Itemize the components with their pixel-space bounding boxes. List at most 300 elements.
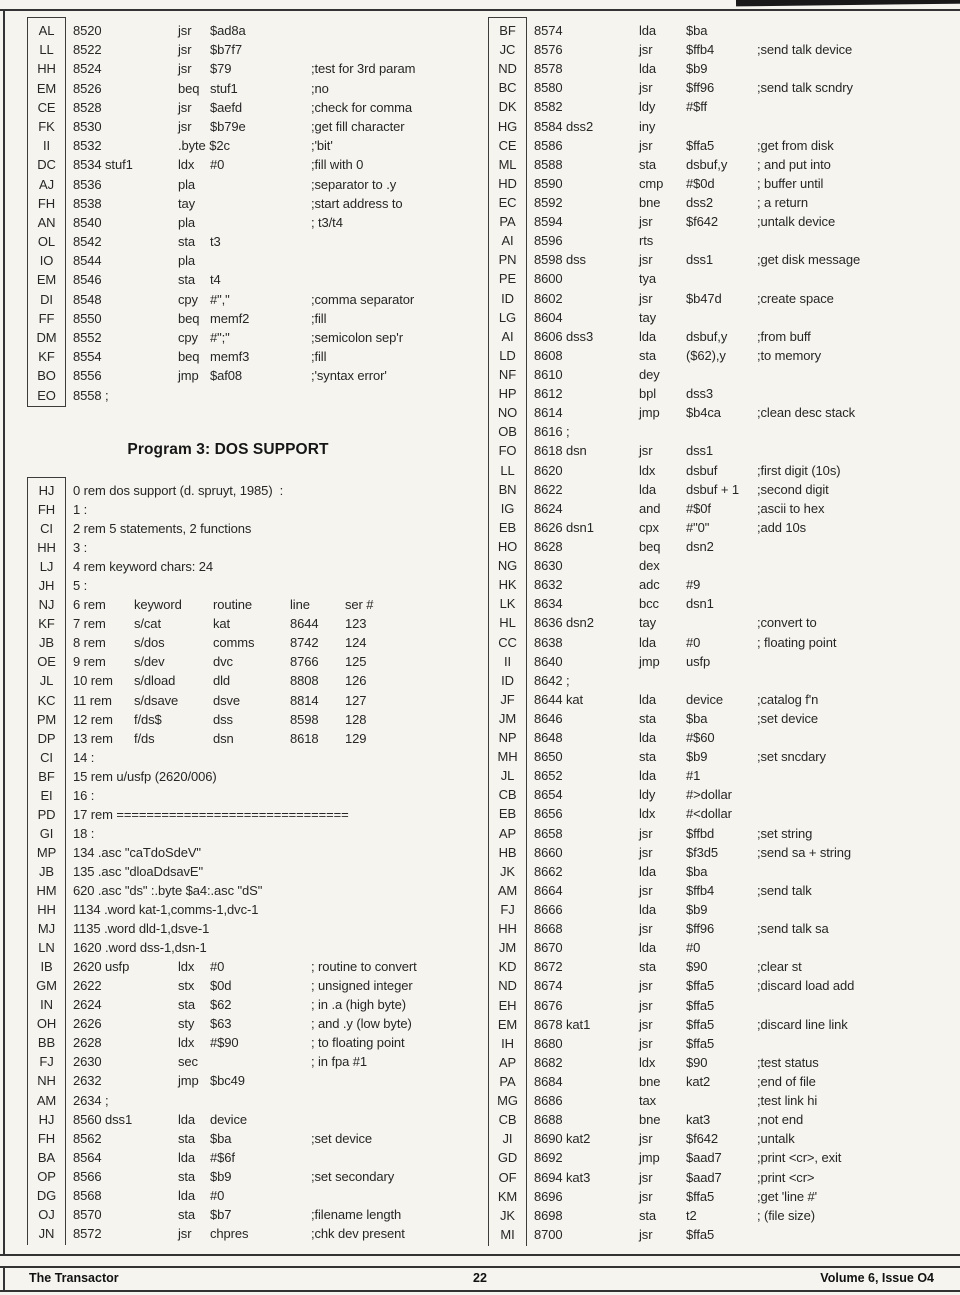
operand: #0 xyxy=(210,959,225,975)
checksum-code: EM xyxy=(497,1016,518,1032)
operand: #$60 xyxy=(686,730,715,746)
checksum-code: MJ xyxy=(37,921,56,937)
opcode: sta xyxy=(639,347,657,363)
opcode: jmp xyxy=(178,368,199,384)
code-row xyxy=(0,1110,456,1129)
rem-table-cell: f/ds xyxy=(134,730,155,746)
code-row xyxy=(460,862,960,881)
rem-table-cell: 123 xyxy=(345,616,367,632)
address-label: 8528 xyxy=(73,99,102,115)
operand: dsbuf,y xyxy=(686,156,728,172)
address-label: 8536 xyxy=(73,176,102,192)
operand: $f3d5 xyxy=(686,844,719,860)
code-row xyxy=(0,1033,456,1052)
opcode: sta xyxy=(178,997,196,1013)
checksum-code: GM xyxy=(36,978,57,994)
checksum-code: IG xyxy=(500,500,515,516)
address-label: 8650 xyxy=(534,749,563,765)
opcode: jsr xyxy=(639,997,653,1013)
address-label: 8686 xyxy=(534,1093,563,1109)
checksum-code: IO xyxy=(39,253,54,269)
operand: $b79e xyxy=(210,118,246,134)
address-label: 8602 xyxy=(534,290,563,306)
opcode: jmp xyxy=(178,1073,199,1089)
checksum-code: JB xyxy=(39,635,54,651)
checksum-code: LL xyxy=(39,42,54,58)
comment: ;untalk device xyxy=(757,214,836,230)
operand: $ffb4 xyxy=(686,42,715,58)
source-line: 2 rem 5 statements, 2 functions xyxy=(73,521,252,537)
operand: $b7 xyxy=(210,1206,232,1222)
comment: ;from buff xyxy=(757,328,811,344)
code-row xyxy=(0,900,456,919)
address-label: 8612 xyxy=(534,386,563,402)
operand: $f642 xyxy=(686,214,719,230)
checksum-code: EH xyxy=(498,997,517,1013)
code-row xyxy=(460,21,960,40)
operand: #9 xyxy=(686,577,701,593)
checksum-code: KF xyxy=(38,349,55,365)
code-row xyxy=(460,193,960,212)
address-label: 8554 xyxy=(73,349,102,365)
code-row xyxy=(0,1186,456,1205)
rem-table-cell: dvc xyxy=(213,654,233,670)
operand: $b9 xyxy=(210,1168,232,1184)
address-label: 8550 xyxy=(73,310,102,326)
code-row xyxy=(0,1014,456,1033)
checksum-code: OH xyxy=(36,1016,57,1032)
code-row xyxy=(0,1091,456,1110)
source-line: 134 .asc "caTdoSdeV" xyxy=(73,844,201,860)
code-row xyxy=(460,556,960,575)
code-row xyxy=(460,1148,960,1167)
comment: ;get disk message xyxy=(757,252,861,268)
code-row xyxy=(0,995,456,1014)
checksum-code: JM xyxy=(498,710,517,726)
operand: $aad7 xyxy=(686,1150,722,1166)
code-row xyxy=(0,729,456,748)
code-row xyxy=(0,824,456,843)
address-label: 8656 xyxy=(534,806,563,822)
opcode: sta xyxy=(639,1207,657,1223)
address-label: 8568 xyxy=(73,1187,102,1203)
checksum-code: ND xyxy=(498,61,517,77)
operand: $63 xyxy=(210,1016,232,1032)
opcode: lda xyxy=(639,768,657,784)
comment: ;fill xyxy=(311,310,327,326)
footer-band-bottom-rule xyxy=(0,1290,960,1292)
code-row xyxy=(0,519,456,538)
comment: ; and put into xyxy=(757,156,831,172)
code-row xyxy=(460,384,960,403)
rem-table-cell: 8766 xyxy=(290,654,319,670)
operand: $b9 xyxy=(686,902,708,918)
comment: ;set secondary xyxy=(311,1168,395,1184)
code-row xyxy=(460,594,960,613)
rem-table-cell: 13 rem xyxy=(73,730,113,746)
code-row xyxy=(460,709,960,728)
operand: t2 xyxy=(686,1207,697,1223)
checksum-code: HJ xyxy=(38,1111,55,1127)
address-label: 8588 xyxy=(534,156,563,172)
address-label: 8630 xyxy=(534,558,563,574)
source-line: 17 rem =============================== xyxy=(73,806,349,822)
address-label: 2624 xyxy=(73,997,102,1013)
code-row xyxy=(0,1167,456,1186)
code-row xyxy=(0,633,456,652)
comment: ; a return xyxy=(757,194,809,210)
checksum-code: KC xyxy=(37,692,56,708)
code-row xyxy=(460,117,960,136)
code-row xyxy=(460,575,960,594)
operand: $af08 xyxy=(210,368,243,384)
code-row xyxy=(460,881,960,900)
rem-table-cell: 129 xyxy=(345,730,367,746)
code-row xyxy=(0,232,456,251)
opcode: sta xyxy=(178,1206,196,1222)
checksum-code: BO xyxy=(37,368,56,384)
code-row xyxy=(0,1224,456,1243)
rem-table-cell: 126 xyxy=(345,673,367,689)
rem-table-cell: 6 rem xyxy=(73,597,106,613)
opcode: jmp xyxy=(639,653,660,669)
checksum-code: DM xyxy=(36,330,57,345)
address-label: 8562 xyxy=(73,1130,102,1146)
checksum-code: JM xyxy=(498,940,517,956)
operand: $ba xyxy=(686,710,708,726)
comment: ;discard line link xyxy=(757,1016,848,1032)
checksum-code: FJ xyxy=(500,902,515,918)
checksum-code: IN xyxy=(40,997,53,1013)
code-row xyxy=(0,1205,456,1224)
checksum-code: KF xyxy=(38,616,55,632)
checksum-code: BN xyxy=(498,481,517,497)
comment: ;to memory xyxy=(757,347,822,363)
code-row xyxy=(0,710,456,729)
checksum-code: MP xyxy=(36,844,57,860)
address-label: 8638 xyxy=(534,634,563,650)
comment: ;convert to xyxy=(757,615,817,631)
opcode: jsr xyxy=(639,825,653,841)
address-label: 8670 xyxy=(534,940,563,956)
address-label: 8646 xyxy=(534,710,563,726)
checksum-code: LL xyxy=(500,462,515,478)
address-label: 8660 xyxy=(534,844,563,860)
rem-table-cell: dss xyxy=(213,711,233,727)
address-label: 8674 xyxy=(534,978,563,994)
code-row xyxy=(460,766,960,785)
operand: $ffa5 xyxy=(686,1016,715,1032)
opcode: lda xyxy=(178,1149,196,1165)
code-row xyxy=(460,136,960,155)
address-label: 8694 kat3 xyxy=(534,1169,591,1185)
code-row xyxy=(0,691,456,710)
code-row xyxy=(460,59,960,78)
operand: #0 xyxy=(210,157,225,173)
checksum-code: JK xyxy=(500,863,515,879)
operand: #"0" xyxy=(686,519,710,535)
checksum-code: HB xyxy=(498,844,517,860)
checksum-code: AJ xyxy=(39,176,54,192)
code-row xyxy=(460,652,960,671)
address-label: 8560 dss1 xyxy=(73,1111,133,1127)
code-row xyxy=(460,671,960,690)
opcode: dey xyxy=(639,366,660,382)
checksum-code: GI xyxy=(39,825,54,841)
checksum-code: CB xyxy=(498,1112,517,1128)
operand: $ffa5 xyxy=(686,1035,715,1051)
checksum-code: LJ xyxy=(39,559,54,575)
code-row xyxy=(0,1052,456,1071)
checksum-code: JK xyxy=(500,1207,515,1223)
code-row xyxy=(460,843,960,862)
code-row xyxy=(460,1129,960,1148)
opcode: ldx xyxy=(178,1035,195,1051)
checksum-code: DK xyxy=(498,99,517,115)
source-line: 1134 .word kat-1,comms-1,dvc-1 xyxy=(73,902,259,918)
source-line: 1620 .word dss-1,dsn-1 xyxy=(73,940,207,956)
rem-table-cell: s/dload xyxy=(134,673,176,689)
scan-edge-artifact xyxy=(736,0,960,6)
address-label: 8604 xyxy=(534,309,563,325)
code-row xyxy=(0,117,456,136)
rem-table-cell: 8 rem xyxy=(73,635,106,651)
code-row xyxy=(460,1187,960,1206)
code-row xyxy=(0,481,456,500)
address-label: 2628 xyxy=(73,1035,102,1051)
checksum-code: HJ xyxy=(38,483,55,498)
address-label: 8572 xyxy=(73,1225,102,1241)
checksum-code: DP xyxy=(37,730,56,746)
checksum-code: OF xyxy=(498,1169,517,1185)
operand: #$ff xyxy=(686,99,708,115)
code-row xyxy=(0,1071,456,1090)
checksum-code: PA xyxy=(499,214,516,230)
rem-table-cell: keyword xyxy=(134,597,182,613)
address-label: 8620 xyxy=(534,462,563,478)
code-row xyxy=(460,480,960,499)
address-label: 8540 xyxy=(73,214,102,230)
code-row xyxy=(0,557,456,576)
opcode: lda xyxy=(639,61,657,77)
comment: ;not end xyxy=(757,1112,804,1128)
opcode: bne xyxy=(639,1074,661,1090)
checksum-code: FH xyxy=(37,502,56,518)
operand: chpres xyxy=(210,1225,249,1241)
checksum-code: OB xyxy=(498,424,517,440)
rem-table-cell: 9 rem xyxy=(73,654,106,670)
checksum-code: AI xyxy=(501,233,514,249)
address-label: 2632 xyxy=(73,1073,102,1089)
checksum-code: HG xyxy=(497,118,518,134)
address-label: 8636 dsn2 xyxy=(534,615,594,631)
operand: #>dollar xyxy=(686,787,732,803)
checksum-code: HK xyxy=(498,577,517,593)
code-row xyxy=(460,97,960,116)
checksum-code: FK xyxy=(38,118,55,134)
checksum-code: BC xyxy=(498,80,517,96)
checksum-code: NF xyxy=(498,366,517,382)
comment: ;catalog f'n xyxy=(757,691,819,707)
opcode: ldy xyxy=(639,99,656,115)
comment: ; floating point xyxy=(757,634,837,650)
address-label: 2620 usfp xyxy=(73,959,130,975)
code-row xyxy=(0,386,456,405)
opcode: jsr xyxy=(639,844,653,860)
code-row xyxy=(460,269,960,288)
code-row xyxy=(0,805,456,824)
code-row xyxy=(460,976,960,995)
rem-table-cell: routine xyxy=(213,597,253,613)
operand: #0 xyxy=(686,634,701,650)
rem-table-cell: 8814 xyxy=(290,692,319,708)
address-label: 8644 kat xyxy=(534,691,584,707)
source-line: 16 : xyxy=(73,787,95,803)
comment: ; in fpa #1 xyxy=(311,1054,367,1070)
code-row xyxy=(460,308,960,327)
listing-section-dos-support xyxy=(0,481,456,1243)
source-line: 15 rem u/usfp (2620/006) xyxy=(73,768,217,784)
checksum-code: CI xyxy=(40,749,53,765)
address-label: 8662 xyxy=(534,863,563,879)
address-label: 8614 xyxy=(534,405,563,421)
checksum-code: PA xyxy=(499,1074,516,1090)
checksum-code: BB xyxy=(37,1035,56,1051)
checksum-code: BF xyxy=(38,768,55,784)
checksum-code: DI xyxy=(40,291,53,307)
address-label: 8598 dss xyxy=(534,252,586,268)
checksum-code: IB xyxy=(40,959,53,975)
opcode: sta xyxy=(178,272,196,288)
comment: ;test status xyxy=(757,1054,819,1070)
address-label: 2634 ; xyxy=(73,1092,109,1108)
operand: dsn1 xyxy=(686,596,714,612)
code-row xyxy=(460,633,960,652)
code-row xyxy=(0,136,456,155)
code-rows xyxy=(0,21,456,405)
opcode: jsr xyxy=(178,61,192,77)
rem-table-cell: dsn xyxy=(213,730,234,746)
comment: ;set device xyxy=(311,1130,373,1146)
operand: $ffa5 xyxy=(686,137,715,153)
opcode: tay xyxy=(178,195,196,211)
code-row xyxy=(0,21,456,40)
opcode: beq xyxy=(178,310,200,326)
address-label: 8658 xyxy=(534,825,563,841)
address-label: 8532 xyxy=(73,138,102,154)
rem-table-cell: line xyxy=(290,597,310,613)
checksum-code: HM xyxy=(36,882,57,898)
checksum-code: PN xyxy=(498,252,517,268)
checksum-code: MH xyxy=(497,749,518,765)
opcode: lda xyxy=(639,863,657,879)
checksum-code: II xyxy=(503,653,512,669)
checksum-code: DG xyxy=(36,1187,57,1203)
address-label: 8618 dsn xyxy=(534,443,587,459)
code-row xyxy=(460,40,960,59)
address-label: 8690 kat2 xyxy=(534,1131,591,1147)
checksum-code: PD xyxy=(37,806,56,822)
code-row xyxy=(460,919,960,938)
code-row xyxy=(460,1034,960,1053)
address-label: 8684 xyxy=(534,1074,563,1090)
opcode: sec xyxy=(178,1054,198,1070)
opcode: jsr xyxy=(639,978,653,994)
checksum-code: EB xyxy=(498,519,517,535)
checksum-code: NP xyxy=(498,730,517,746)
operand: t4 xyxy=(210,272,221,288)
comment: ;'bit' xyxy=(311,138,333,154)
opcode: jsr xyxy=(178,99,192,115)
code-row xyxy=(460,212,960,231)
checksum-code: KD xyxy=(498,959,517,975)
address-label: 8526 xyxy=(73,80,102,96)
operand: $ffa5 xyxy=(686,997,715,1013)
code-row xyxy=(460,346,960,365)
address-label: 8548 xyxy=(73,291,102,307)
address-label: 8622 xyxy=(534,481,563,497)
address-label: 8654 xyxy=(534,787,563,803)
rem-table-cell: 128 xyxy=(345,711,367,727)
operand: #0 xyxy=(210,1187,225,1203)
checksum-code: LN xyxy=(38,940,55,956)
comment: ; routine to convert xyxy=(311,959,417,975)
rem-table-cell: 125 xyxy=(345,654,367,670)
content-bottom-rule xyxy=(0,1254,960,1256)
opcode: jsr xyxy=(639,1016,653,1032)
opcode: cmp xyxy=(639,175,664,191)
opcode: jsr xyxy=(178,118,192,134)
checksum-code: FO xyxy=(498,443,517,459)
checksum-code: FH xyxy=(37,195,56,211)
opcode: ldx xyxy=(178,157,195,173)
address-label: 8652 xyxy=(534,768,563,784)
code-row xyxy=(0,290,456,309)
checksum-code: OE xyxy=(37,654,56,670)
checksum-code: LK xyxy=(499,596,516,612)
opcode: jsr xyxy=(639,42,653,58)
code-row xyxy=(0,843,456,862)
comment: ;send talk scndry xyxy=(757,80,853,96)
address-label: 8556 xyxy=(73,368,102,384)
opcode: lda xyxy=(639,691,657,707)
checksum-code: CI xyxy=(40,521,53,537)
operand: device xyxy=(686,691,723,707)
comment: ;ascii to hex xyxy=(757,500,825,516)
code-row xyxy=(460,996,960,1015)
rem-table-cell: s/cat xyxy=(134,616,161,632)
address-label: 8632 xyxy=(534,577,563,593)
source-line: 1135 .word dld-1,dsve-1 xyxy=(73,921,210,937)
checksum-code: EI xyxy=(40,787,53,803)
code-row xyxy=(0,576,456,595)
code-row xyxy=(0,671,456,690)
comment: ;add 10s xyxy=(757,519,807,535)
issue-label: Volume 6, Issue O4 xyxy=(820,1271,934,1285)
comment: ;get fill character xyxy=(311,118,405,134)
opcode: bne xyxy=(639,194,661,210)
address-label: 8628 xyxy=(534,538,563,554)
checksum-code: HH xyxy=(37,902,56,918)
operand: t3 xyxy=(210,234,221,250)
opcode: rts xyxy=(639,233,654,249)
checksum-code: EM xyxy=(36,80,57,96)
operand: #1 xyxy=(686,768,701,784)
comment: ; in .a (high byte) xyxy=(311,997,406,1013)
opcode: jsr xyxy=(639,214,653,230)
checksum-code: FJ xyxy=(39,1054,54,1070)
code-row xyxy=(460,824,960,843)
